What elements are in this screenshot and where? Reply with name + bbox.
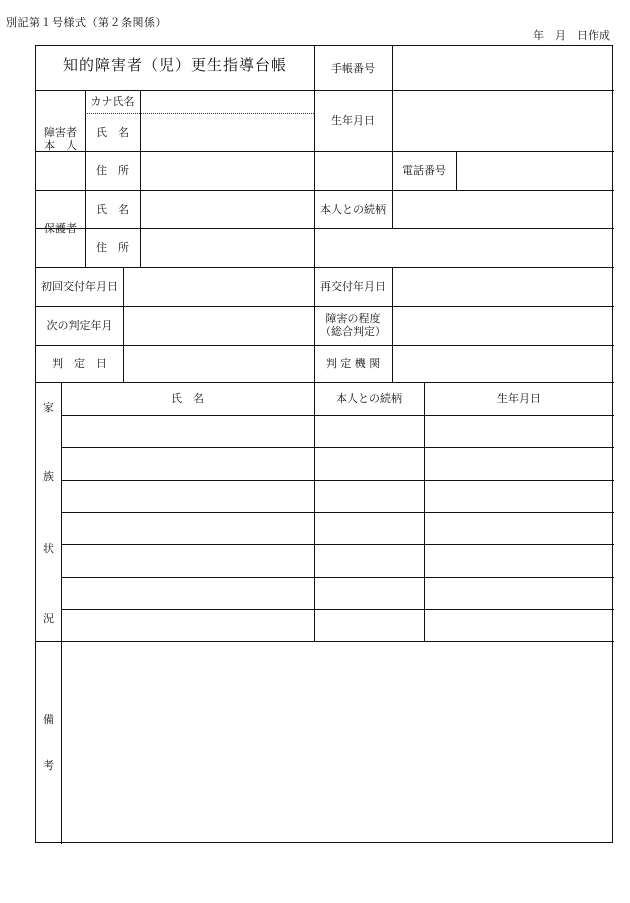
judgment-agency-label: 判 定 機 関 (325, 357, 381, 370)
guardian-address-field[interactable] (141, 229, 613, 266)
family-label-char-4: 況 (43, 612, 54, 625)
family-col-name: 氏 名 (171, 392, 204, 405)
birth-date-label: 生年月日 (331, 114, 375, 127)
remarks-label-char-1: 備 (43, 713, 54, 726)
guardian-relationship-field[interactable] (393, 191, 613, 227)
form-number-label: 別記第１号様式（第２条関係） (6, 16, 167, 29)
family-label-char-1: 家 (43, 401, 54, 414)
judgment-date-field[interactable] (124, 346, 313, 381)
guardian-address-label: 住 所 (96, 241, 129, 254)
remarks-field[interactable] (62, 642, 613, 842)
reissue-date-label: 再交付年月日 (320, 280, 386, 293)
disability-degree-field[interactable] (393, 307, 613, 344)
judgment-agency-field[interactable] (393, 346, 613, 381)
address-field[interactable] (141, 152, 391, 189)
notebook-number-field[interactable] (393, 47, 613, 89)
guardian-group-label: 保護者 (44, 222, 77, 235)
phone-label: 電話番号 (402, 164, 446, 177)
first-issue-date-field[interactable] (124, 268, 313, 305)
guardian-name-field[interactable] (141, 191, 313, 227)
form-title: 知的障害者（児）更生指導台帳 (62, 56, 287, 74)
family-col-birth-date: 生年月日 (497, 392, 541, 405)
family-label-char-3: 状 (43, 542, 54, 555)
kana-name-field[interactable] (141, 91, 313, 112)
date-created-label: 年 月 日作成 (533, 29, 610, 42)
guidance-ledger-form (35, 45, 613, 843)
guardian-name-label: 氏 名 (96, 203, 129, 216)
person-group-label: 障害者 本 人 (44, 126, 77, 152)
guardian-relationship-label: 本人との続柄 (320, 203, 386, 216)
kana-name-label: カナ氏名 (90, 95, 135, 108)
judgment-date-label: 判 定 日 (52, 357, 107, 370)
remarks-label-char-2: 考 (43, 759, 54, 772)
family-label-char-2: 族 (43, 470, 54, 483)
family-col-relationship: 本人との続柄 (336, 392, 402, 405)
name-label: 氏 名 (96, 126, 129, 139)
reissue-date-field[interactable] (393, 268, 613, 305)
next-judgment-date-field[interactable] (124, 307, 313, 344)
phone-field[interactable] (457, 152, 613, 189)
birth-date-field[interactable] (393, 91, 613, 150)
first-issue-date-label: 初回交付年月日 (41, 280, 118, 293)
address-label: 住 所 (96, 164, 129, 177)
next-judgment-date-label: 次の判定年月 (46, 319, 113, 332)
disability-degree-label: 障害の程度 （総合判定） (320, 312, 386, 338)
notebook-number-label: 手帳番号 (331, 62, 375, 75)
name-field[interactable] (141, 115, 313, 150)
